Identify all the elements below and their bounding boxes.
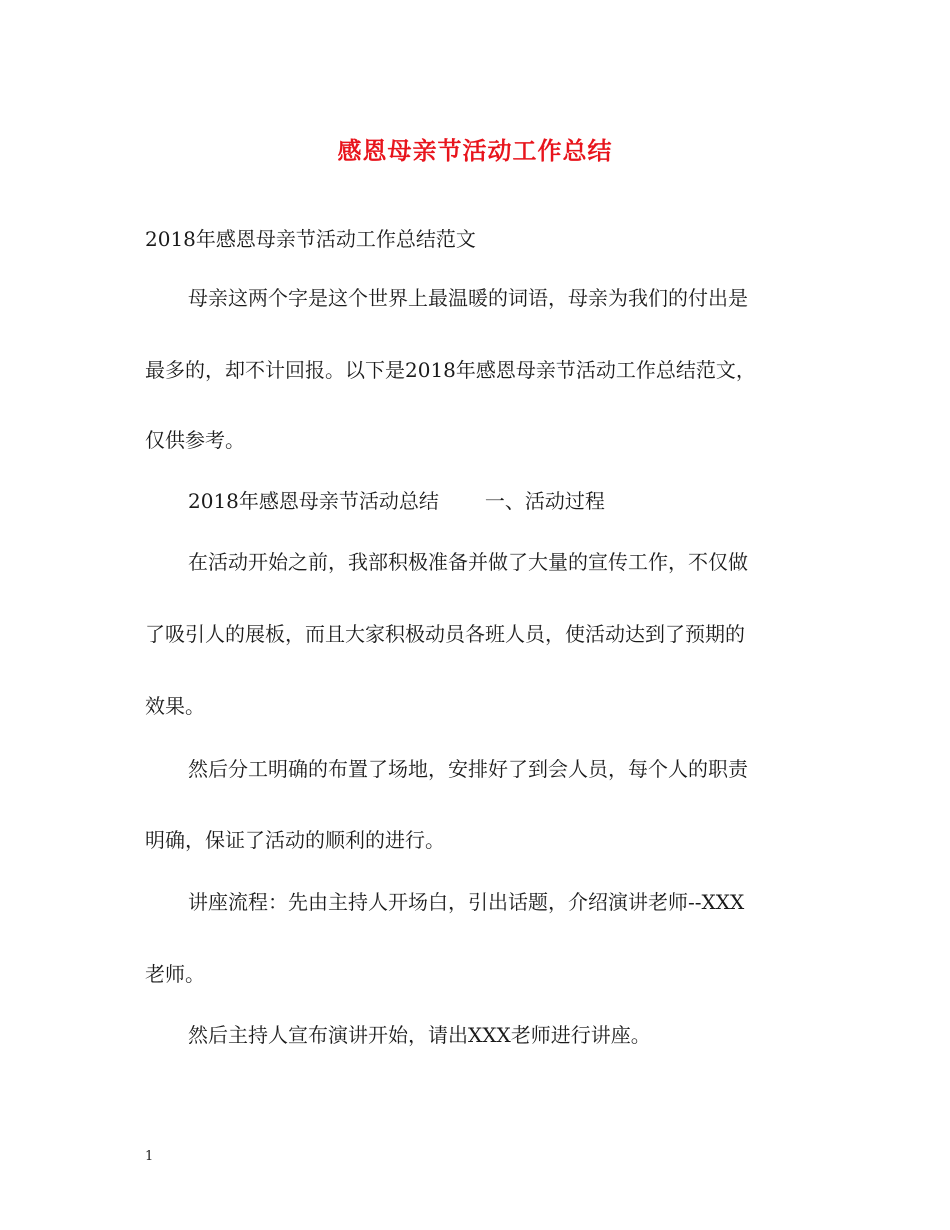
- page-number: 1: [145, 1149, 154, 1164]
- paragraph-line: 老师。: [145, 962, 205, 986]
- section-heading: 2018年感恩母亲节活动总结: [188, 489, 439, 513]
- paragraph-line: 效果。: [145, 694, 205, 718]
- paragraph-line: 然后主持人宣布演讲开始，请出XXX老师进行讲座。: [188, 1023, 651, 1047]
- paragraph-line: 然后分工明确的布置了场地，安排好了到会人员，每个人的职责: [188, 757, 748, 781]
- paragraph-line: 最多的，却不计回报。以下是2018年感恩母亲节活动工作总结范文，: [145, 358, 756, 382]
- paragraph-line: 讲座流程：先由主持人开场白，引出话题，介绍演讲老师--XXX: [188, 890, 745, 914]
- section-number: 一、活动过程: [484, 489, 605, 513]
- document-title: 感恩母亲节活动工作总结: [337, 136, 613, 165]
- paragraph-line: 母亲这两个字是这个世界上最温暖的词语，母亲为我们的付出是: [188, 286, 748, 310]
- paragraph-line: 了吸引人的展板，而且大家积极动员各班人员，使活动达到了预期的: [145, 622, 745, 646]
- paragraph-line: 明确，保证了活动的顺利的进行。: [145, 828, 445, 852]
- document-subtitle: 2018年感恩母亲节活动工作总结范文: [145, 227, 476, 251]
- paragraph-line: 在活动开始之前，我部积极准备并做了大量的宣传工作，不仅做: [188, 550, 748, 574]
- section-heading-line: [188, 487, 605, 515]
- paragraph-line: 仅供参考。: [145, 428, 245, 452]
